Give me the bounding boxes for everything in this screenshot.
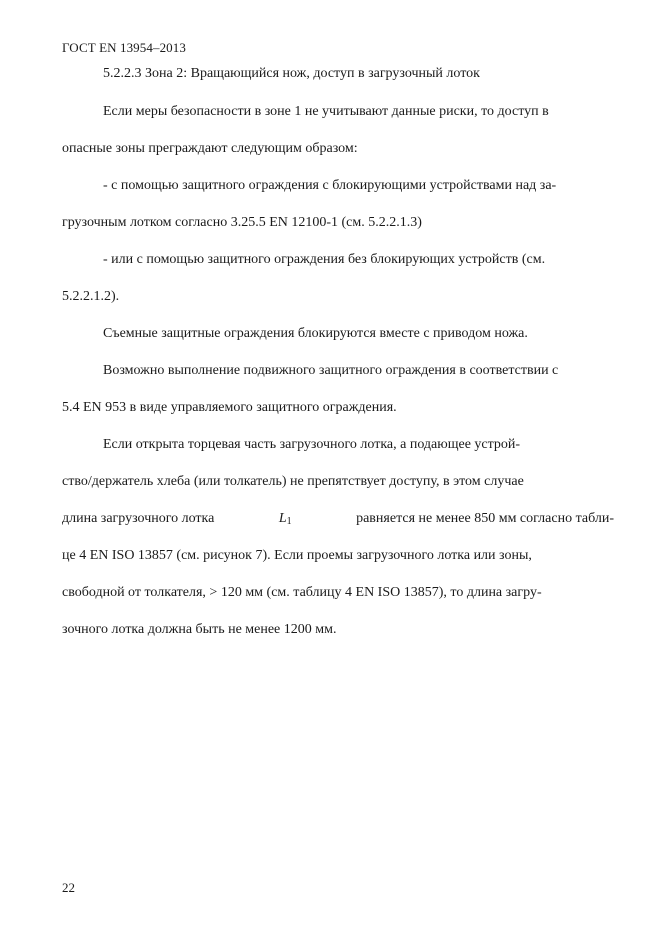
paragraph-line: свободной от толкателя, > 120 мм (см. таблицу 4 EN ISO 13857), то длина загру- <box>62 585 542 600</box>
section-heading: 5.2.2.3 Зона 2: Вращающийся нож, доступ в загрузочный лоток <box>103 66 480 81</box>
paragraph-line: Съемные защитные ограждения блокируются вместе с приводом ножа. <box>103 326 528 341</box>
paragraph-line: Возможно выполнение подвижного защитного ограждения в соответствии с <box>103 363 559 378</box>
paragraph-line: Если открыта торцевая часть загрузочного лотка, а подающее устрой- <box>103 437 521 452</box>
paragraph-line: опасные зоны преграждают следующим образом: <box>62 141 358 156</box>
bullet-line: грузочным лотком согласно 3.25.5 EN 12100-1 (см. 5.2.2.1.3) <box>62 215 422 230</box>
paragraph-fragment: равняется не менее 850 мм согласно табли- <box>356 511 614 526</box>
paragraph-line: це 4 EN ISO 13857 (см. рисунок 7). Если проемы загрузочного лотка или зоны, <box>62 548 532 563</box>
document-body <box>62 60 614 653</box>
paragraph-line: 5.4 EN 953 в виде управляемого защитного ограждения. <box>62 400 397 415</box>
paragraph-line: зочного лотка должна быть не менее 1200 мм. <box>62 622 337 637</box>
symbol-subscript: 1 <box>286 516 292 527</box>
bullet-line: - или с помощью защитного ограждения без блокирующих устройств (см. <box>103 252 546 267</box>
formula-symbol <box>279 505 292 542</box>
paragraph-line: ство/держатель хлеба (или толкатель) не препятствует доступу, в этом случае <box>62 474 524 489</box>
bullet-line: - с помощью защитного ограждения с блокирующими устройствами над за- <box>103 178 557 193</box>
bullet-line: 5.2.2.1.2). <box>62 289 120 304</box>
paragraph-line <box>62 505 614 542</box>
document-header: ГОСТ EN 13954–2013 <box>62 40 186 55</box>
paragraph-fragment: длина загрузочного лотка <box>62 511 215 526</box>
paragraph-line: Если меры безопасности в зоне 1 не учитывают данные риски, то доступ в <box>103 104 549 119</box>
symbol-letter: L <box>278 511 287 526</box>
page-number: 22 <box>62 880 75 895</box>
